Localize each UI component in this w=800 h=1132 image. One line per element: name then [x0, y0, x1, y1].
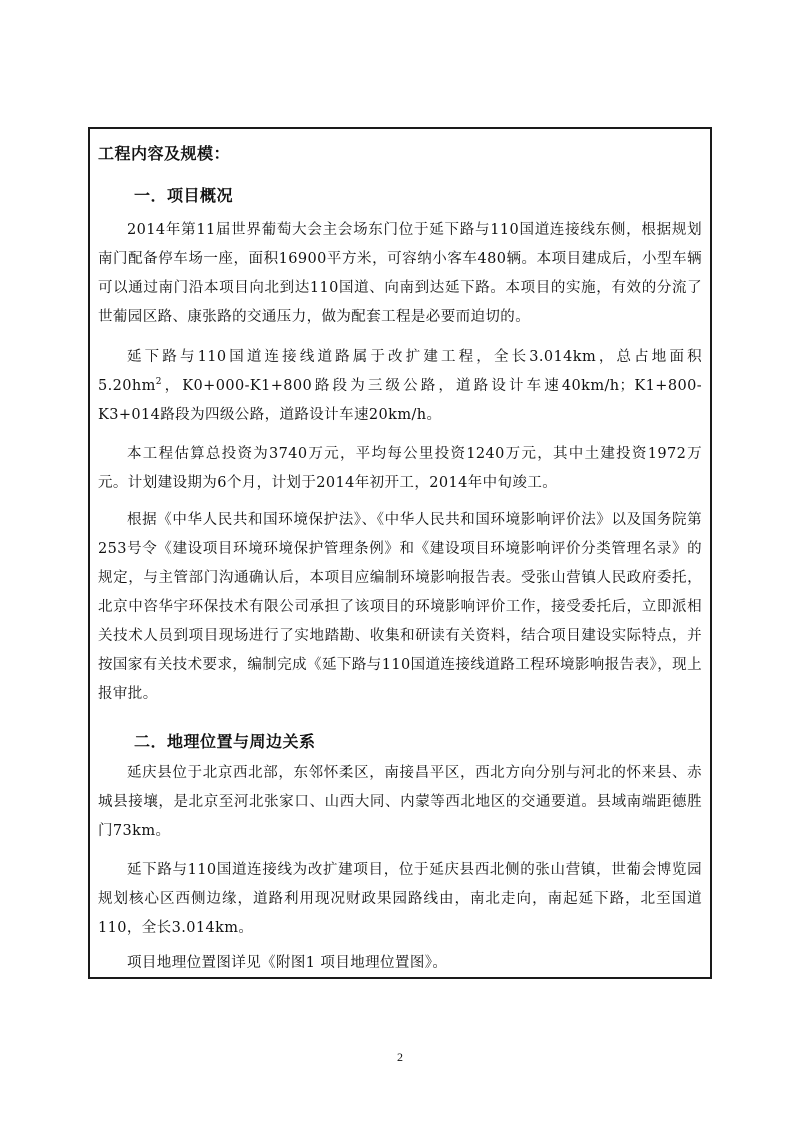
content-frame: [88, 127, 712, 979]
paragraph-location-2: 延下路与110国道连接线为改扩建项目，位于延庆县西北侧的张山营镇，世葡会博览园规划核心区西侧边缘，道路利用现况财政果园路线由，南北走向，南起延下路，北至国道110，全长3.014km。: [98, 862, 702, 936]
paragraph-location-1: 延庆县位于北京西北部，东邻怀柔区，南接昌平区，西北方向分别与河北的怀来县、赤城县接壤，是北京至河北张家口、山西大同、内蒙等西北地区的交通要道。县域南端距德胜门73km。: [98, 765, 702, 839]
paragraph-location-3: 项目地理位置图详见《附图1 项目地理位置图》。: [127, 955, 448, 971]
paragraph-overview-2: 延下路与110国道连接线道路属于改扩建工程，全长3.014km，总占地面积$5.20hm^2$，K0+000-K1+800路段为三级公路，道路设计车速40km/h；K1+800-K3+014路段为四级公路，道路设计车速20km/h。: [98, 349, 702, 423]
section-title: 工程内容及规模：: [98, 144, 231, 163]
paragraph-overview-3: 本工程估算总投资为3740万元，平均每公里投资1240万元，其中土建投资1972万元。计划建设期为6个月，计划于2014年初开工，2014年中旬竣工。: [98, 446, 702, 491]
page-number: 2: [397, 1050, 403, 1064]
heading-project-overview: 一．项目概况: [134, 186, 234, 205]
paragraph-overview-1: 2014年第11届世界葡萄大会主会场东门位于延下路与110国道连接线东侧，根据规划南门配备停车场一座，面积16900平方米，可容纳小客车480辆。本项目建成后，小型车辆可以通过南门沿本项目向北到达110国道、向南到达延下路。本项目的实施，有效的分流了世葡园区路、康张路的交通压力，做为配套工程是必要而迫切的。: [98, 222, 702, 325]
heading-location: 二．地理位置与周边关系: [134, 732, 316, 751]
paragraph-overview-4: 根据《中华人民共和国环境保护法》、《中华人民共和国环境影响评价法》以及国务院第253号令《建设项目环境环境保护管理条例》和《建设项目环境影响评价分类管理名录》的规定，与主管部门沟通确认后，本项目应编制环境影响报告表。受张山营镇人民政府委托，北京中咨华宇环保技术有限公司承担了该项目的环境影响评价工作，接受委托后，立即派相关技术人员到项目现场进行了实地踏勘、收集和研读有关资料，结合项目建设实际特点，并按国家有关技术要求，编制完成《延下路与110国道连接线道路工程环境影响报告表》，现上报审批。: [98, 512, 702, 702]
